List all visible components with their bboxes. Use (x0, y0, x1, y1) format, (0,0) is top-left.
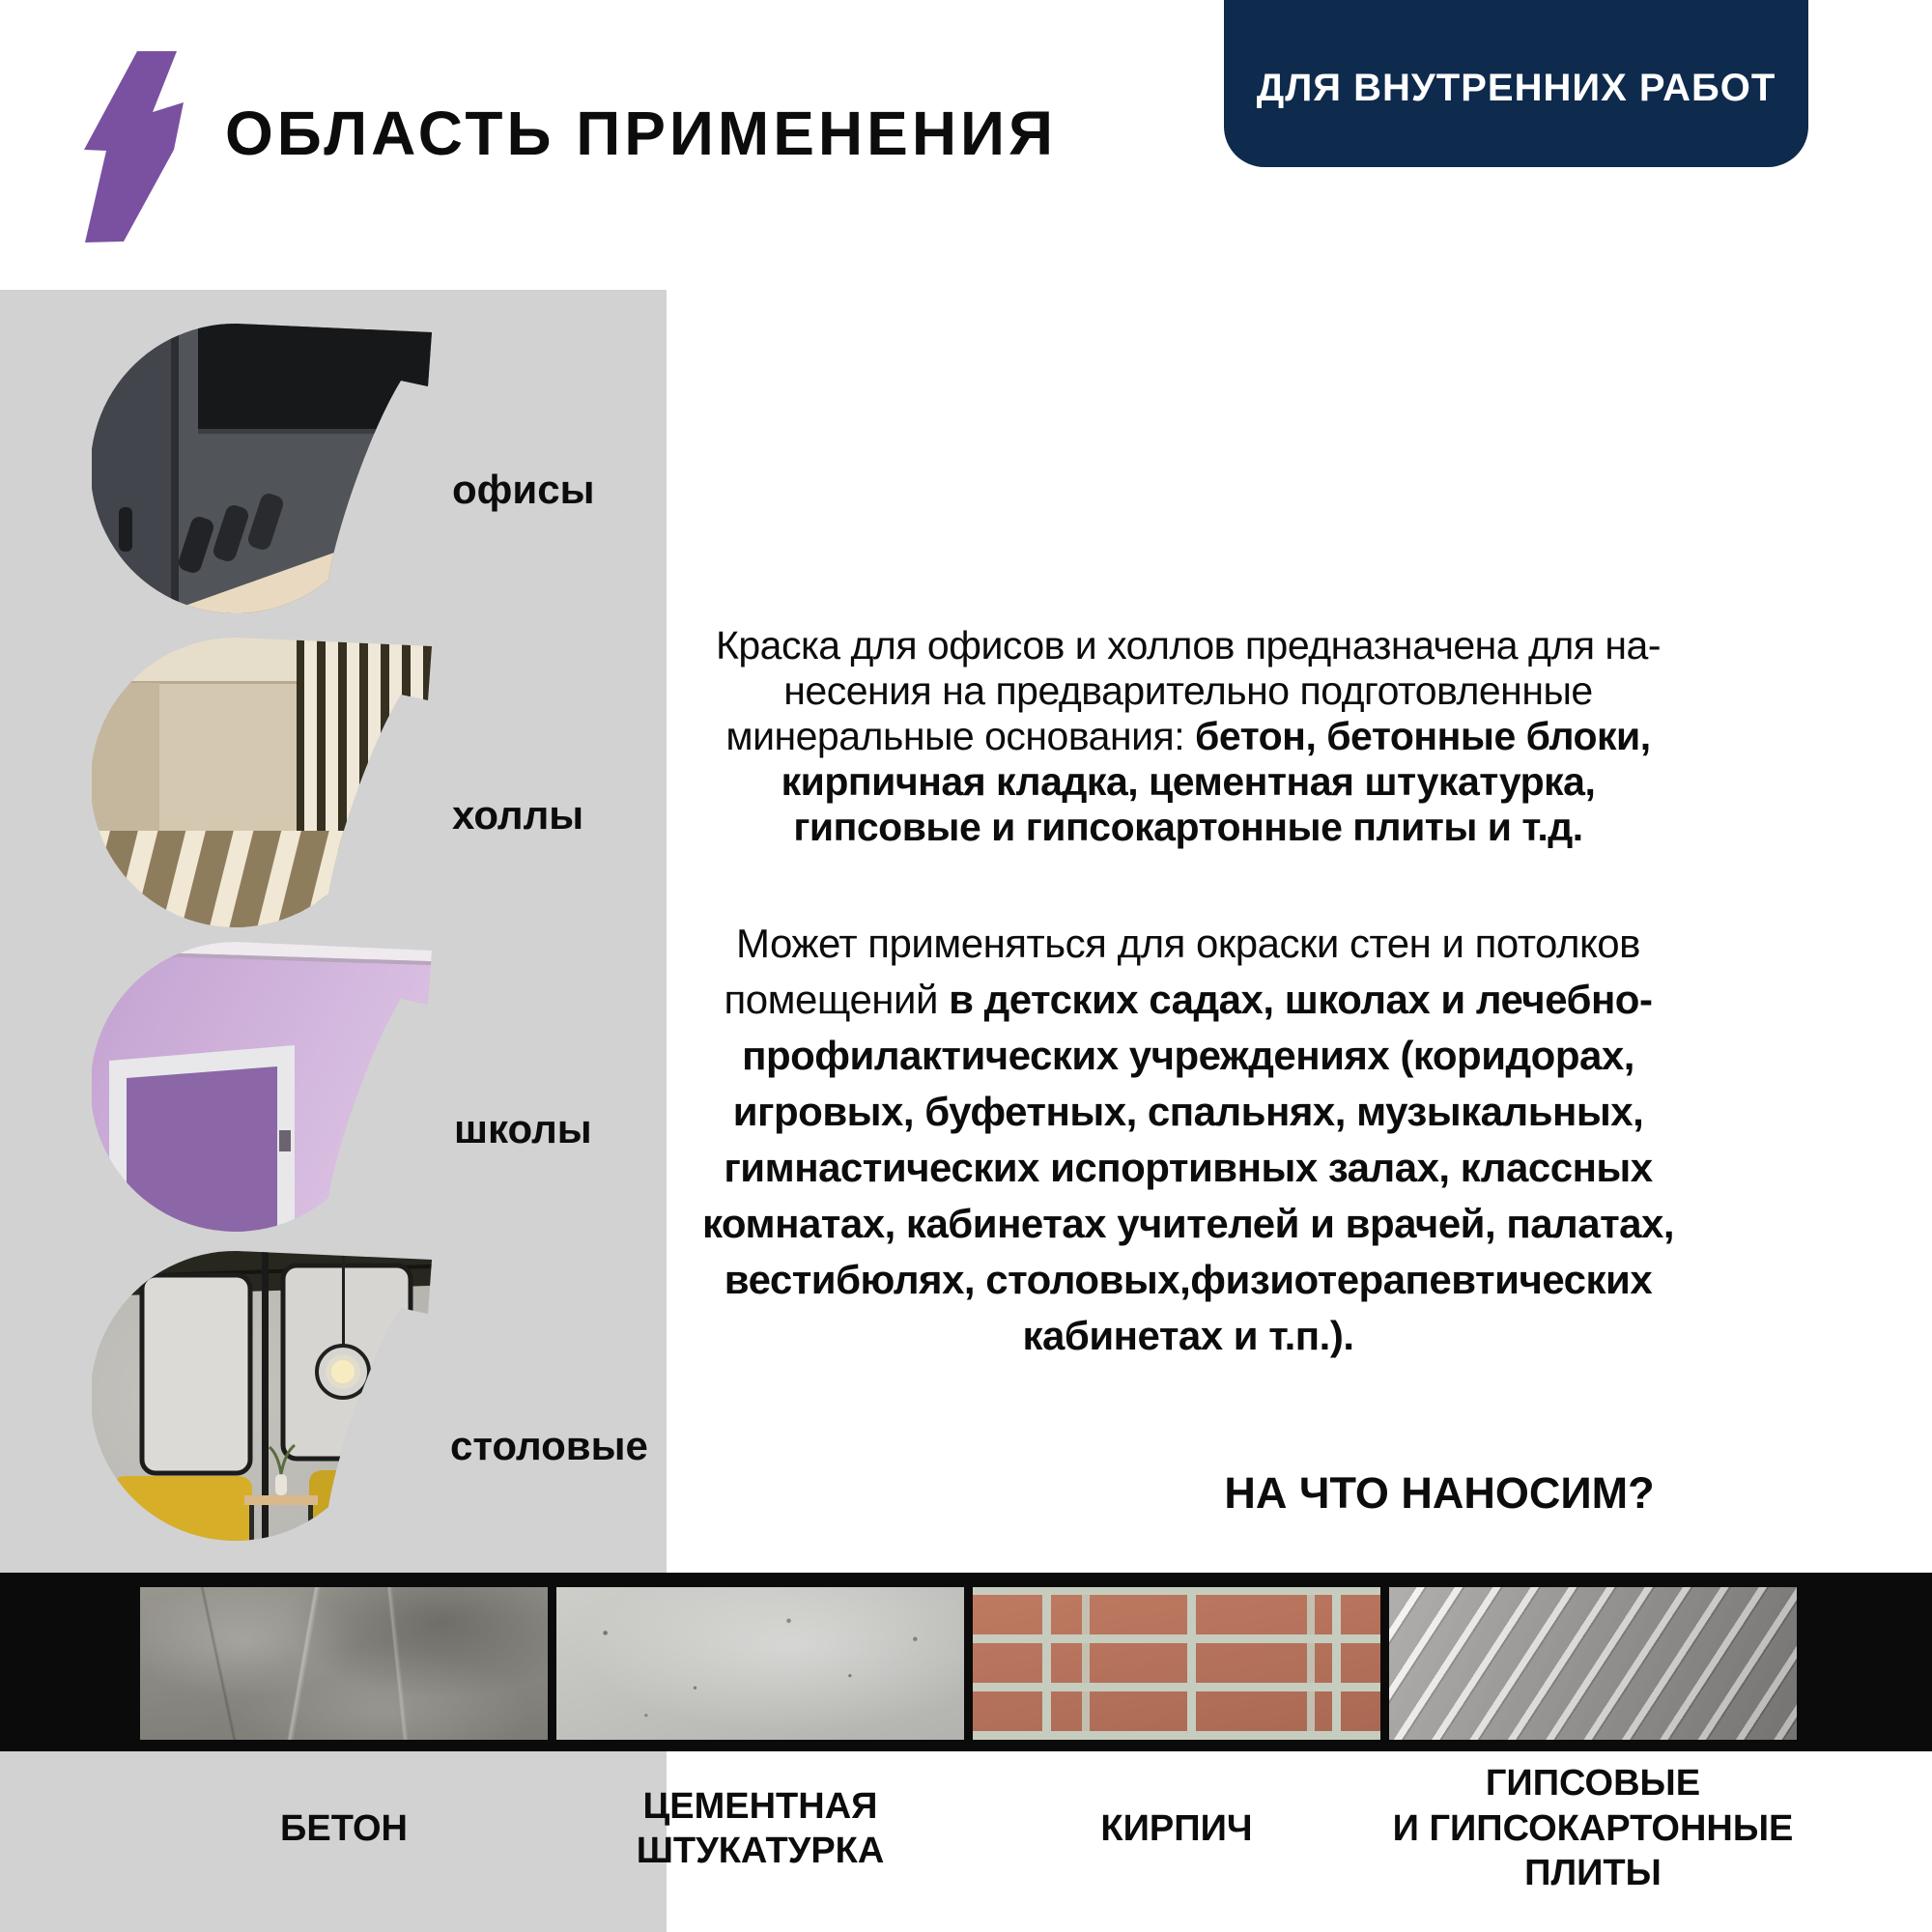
sidebar-item-halls: холлы (452, 792, 584, 838)
sidebar-item-schools: школы (454, 1106, 592, 1151)
usage-paragraph: Может применяться для окраски стен и потолков помещений в детских садах, школах и лечебно- профилактических учреждениях (коридорах, игровых, буфетных, спальнях, музыкальных, гимнастических испортивных залах, классных комнатах, кабинетах учителей и врачей, палатах, вестибюлях, столовых,физиотерапевтических кабинетах и т.п.). (701, 921, 1675, 1358)
brick-texture-photo (973, 1587, 1380, 1740)
gypsum-boards-texture-photo (1389, 1587, 1797, 1740)
application-paragraph: Краска для офисов и холлов предназначена для на- несения на предварительно подготовленные минеральные основания: бетон, бетонные блоки, кирпичная кладка, цементная штукатурка, гипсовые и гипсокартонные плиты и т.д. (715, 623, 1662, 849)
office-photo (92, 319, 459, 618)
lightning-bolt-icon (82, 51, 184, 244)
hall-photo (92, 633, 459, 932)
interior-works-badge (1224, 0, 1808, 167)
page-title: ОБЛАСТЬ ПРИМЕНЕНИЯ (225, 99, 1058, 168)
surface-label-concrete: БЕТОН (280, 1807, 408, 1849)
sidebar-item-canteens: столовые (450, 1423, 648, 1468)
school-photo (92, 937, 459, 1236)
surface-label-brick: КИРПИЧ (1100, 1807, 1253, 1849)
cement-plaster-texture-photo (556, 1587, 964, 1740)
concrete-texture-photo (140, 1587, 548, 1740)
surfaces-heading: НА ЧТО НАНОСИМ? (1224, 1468, 1655, 1518)
surface-label-cement-plaster: ЦЕМЕНТНАЯ ШТУКАТУРКА (636, 1785, 885, 1871)
surface-label-gypsum-boards: ГИПСОВЫЕ И ГИПСОКАРТОННЫЕ ПЛИТЫ (1392, 1763, 1794, 1894)
canteen-photo (92, 1246, 459, 1546)
badge-label: ДЛЯ ВНУТРЕННИХ РАБОТ (1256, 67, 1776, 109)
sidebar-item-offices: офисы (452, 467, 595, 512)
